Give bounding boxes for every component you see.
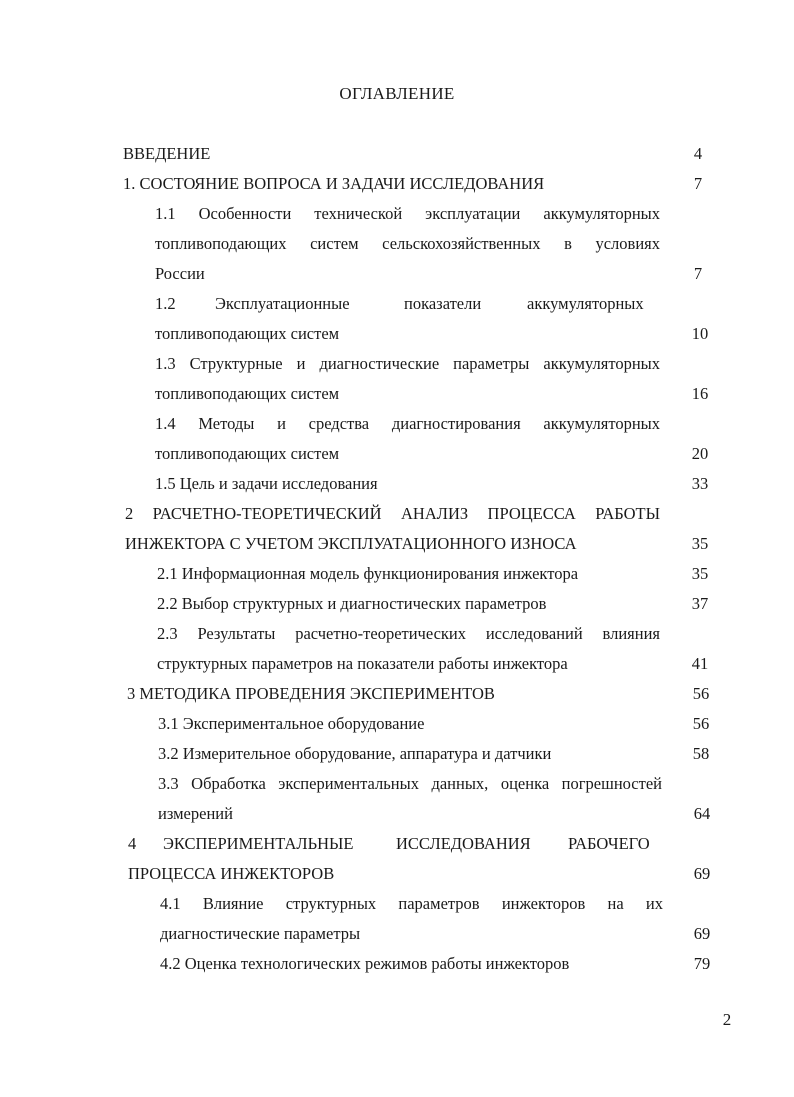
toc-entry-1-3-line-2[interactable]: топливоподающих систем: [155, 384, 340, 403]
toc-entry-1-2-word-2[interactable]: показатели: [404, 294, 482, 313]
toc-entry-2-1[interactable]: 2.1 Информационная модель функционирования инжектора: [157, 564, 579, 583]
toc-entry-1-5[interactable]: 1.5 Цель и задачи исследования: [155, 474, 378, 493]
toc-page-1-5: 33: [691, 474, 709, 493]
toc-entry-1-2-number[interactable]: 1.2: [155, 294, 176, 313]
toc-entry-1-1-line-1[interactable]: 1.1 Особенности технической эксплуатации аккумуляторных: [155, 204, 660, 223]
toc-entry-3-3-line-1[interactable]: 3.3 Обработка экспериментальных данных, оценка погрешностей: [158, 774, 662, 793]
toc-page-4-1: 69: [693, 924, 711, 943]
toc-page-chapter-1: 7: [693, 174, 703, 193]
toc-entry-chapter-4-word-3[interactable]: РАБОЧЕГО: [568, 834, 650, 853]
toc-entry-chapter-2-line-1[interactable]: 2 РАСЧЕТНО-ТЕОРЕТИЧЕСКИЙ АНАЛИЗ ПРОЦЕССА РАБОТЫ: [125, 504, 660, 523]
toc-entry-chapter-2-line-2[interactable]: ИНЖЕКТОРА С УЧЕТОМ ЭКСПЛУАТАЦИОННОГО ИЗНОСА: [125, 534, 577, 553]
toc-entry-chapter-1[interactable]: 1. СОСТОЯНИЕ ВОПРОСА И ЗАДАЧИ ИССЛЕДОВАНИЯ: [123, 174, 545, 193]
toc-entry-introduction[interactable]: ВВЕДЕНИЕ: [123, 144, 211, 163]
page-title: ОГЛАВЛЕНИЕ: [339, 84, 455, 103]
toc-page-1-2: 10: [691, 324, 709, 343]
toc-entry-1-4-line-1[interactable]: 1.4 Методы и средства диагностирования аккумуляторных: [155, 414, 660, 433]
toc-page-3-1: 56: [692, 714, 710, 733]
toc-page-introduction: 4: [693, 144, 703, 163]
toc-page-3-3: 64: [693, 804, 711, 823]
toc-entry-3-3-line-2[interactable]: измерений: [158, 804, 233, 823]
toc-entry-1-2-word-1[interactable]: Эксплуатационные: [215, 294, 350, 313]
toc-entry-1-4-line-2[interactable]: топливоподающих систем: [155, 444, 340, 463]
toc-page-chapter-4: 69: [693, 864, 711, 883]
toc-entry-1-3-line-1[interactable]: 1.3 Структурные и диагностические параметры аккумуляторных: [155, 354, 660, 373]
toc-entry-2-3-line-2[interactable]: структурных параметров на показатели работы инжектора: [157, 654, 568, 673]
toc-entry-chapter-3[interactable]: 3 МЕТОДИКА ПРОВЕДЕНИЯ ЭКСПЕРИМЕНТОВ: [127, 684, 495, 703]
toc-page-chapter-2: 35: [691, 534, 709, 553]
toc-entry-3-2[interactable]: 3.2 Измерительное оборудование, аппаратура и датчики: [158, 744, 552, 763]
toc-entry-2-2[interactable]: 2.2 Выбор структурных и диагностических параметров: [157, 594, 547, 613]
page-number: 2: [722, 1010, 732, 1029]
toc-entry-chapter-4-number[interactable]: 4: [128, 834, 137, 853]
toc-entry-4-2[interactable]: 4.2 Оценка технологических режимов работы инжекторов: [160, 954, 570, 973]
toc-entry-2-3-line-1[interactable]: 2.3 Результаты расчетно-теоретических исследований влияния: [157, 624, 660, 643]
toc-entry-chapter-4-word-2[interactable]: ИССЛЕДОВАНИЯ: [396, 834, 531, 853]
toc-entry-1-1-line-3[interactable]: России: [155, 264, 205, 283]
toc-entry-4-1-line-2[interactable]: диагностические параметры: [160, 924, 361, 943]
toc-page-2-3: 41: [691, 654, 709, 673]
toc-page-1-3: 16: [691, 384, 709, 403]
toc-entry-3-1[interactable]: 3.1 Экспериментальное оборудование: [158, 714, 425, 733]
toc-entry-chapter-4-line-2[interactable]: ПРОЦЕССА ИНЖЕКТОРОВ: [128, 864, 335, 883]
toc-page-3-2: 58: [692, 744, 710, 763]
toc-page-4-2: 79: [693, 954, 711, 973]
toc-entry-chapter-4-word-1[interactable]: ЭКСПЕРИМЕНТАЛЬНЫЕ: [163, 834, 354, 853]
toc-entry-1-1-line-2[interactable]: топливоподающих систем сельскохозяйственных в условиях: [155, 234, 660, 253]
toc-page-1-4: 20: [691, 444, 709, 463]
toc-page-1-1: 7: [693, 264, 703, 283]
toc-entry-1-2-line-2[interactable]: топливоподающих систем: [155, 324, 340, 343]
toc-page-chapter-3: 56: [692, 684, 710, 703]
toc-entry-1-2-word-3[interactable]: аккумуляторных: [527, 294, 644, 313]
toc-entry-4-1-line-1[interactable]: 4.1 Влияние структурных параметров инжекторов на их: [160, 894, 663, 913]
toc-page-2-2: 37: [691, 594, 709, 613]
toc-page-2-1: 35: [691, 564, 709, 583]
